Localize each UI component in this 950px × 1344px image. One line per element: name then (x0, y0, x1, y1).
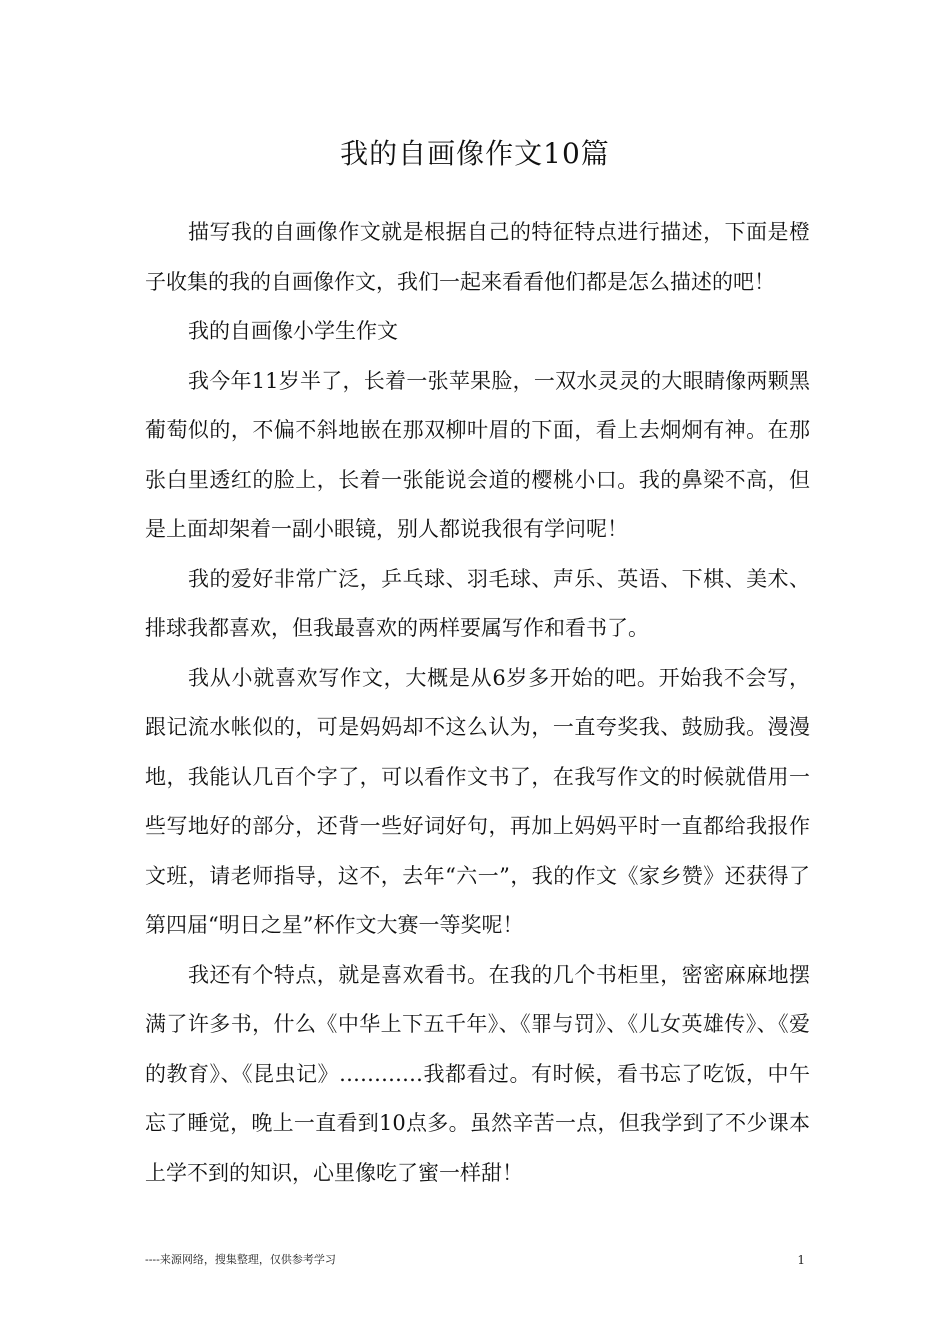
hobbies-paragraph: 我的爱好非常广泛，乒乓球、羽毛球、声乐、英语、下棋、美术、排球我都喜欢，但我最喜欢的两样要属写作和看书了。 (145, 566, 810, 640)
appearance-paragraph: 我今年11岁半了，长着一张苹果脸，一双水灵灵的大眼睛像两颗黑葡萄似的，不偏不斜地嵌在那双柳叶眉的下面，看上去炯炯有神。在那张白里透红的脸上，长着一张能说会道的樱桃小口。我的鼻梁不高，但是上面却架着一副小眼镜，别人都说我很有学问呢！ (145, 368, 810, 541)
document-title: 我的自画像作文10篇 (340, 137, 610, 170)
writing-paragraph: 我从小就喜欢写作文，大概是从6岁多开始的吧。开始我不会写，跟记流水帐似的，可是妈妈却不这么认为，一直夸奖我、鼓励我。漫漫地，我能认几百个字了，可以看作文书了，在我写作文的时候就借用一些写地好的部分，还背一些好词好句，再加上妈妈平时一直都给我报作文班，请老师指导，这不，去年“六一”，我的作文《家乡赞》还获得了第四届“明日之星”杯作文大赛一等奖呢！ (145, 665, 810, 937)
reading-paragraph: 我还有个特点，就是喜欢看书。在我的几个书柜里，密密麻麻地摆满了许多书，什么《中华上下五千年》、《罪与罚》、《儿女英雄传》、《爱的教育》、《昆虫记》…………我都看过。有时候，看书忘了吃饭，中午忘了睡觉，晚上一直看到10点多。虽然辛苦一点，但我学到了不少课本上学不到的知识，心里像吃了蜜一样甜！ (145, 962, 810, 1185)
document-body (145, 208, 810, 1198)
section-heading: 我的自画像小学生作文 (188, 319, 398, 343)
footer-source-note: ----来源网络，搜集整理，仅供参考学习 (145, 1253, 336, 1266)
footer-page-number: 1 (797, 1253, 805, 1267)
intro-paragraph: 描写我的自画像作文就是根据自己的特征特点进行描述，下面是橙子收集的我的自画像作文，我们一起来看看他们都是怎么描述的吧！ (145, 220, 810, 294)
